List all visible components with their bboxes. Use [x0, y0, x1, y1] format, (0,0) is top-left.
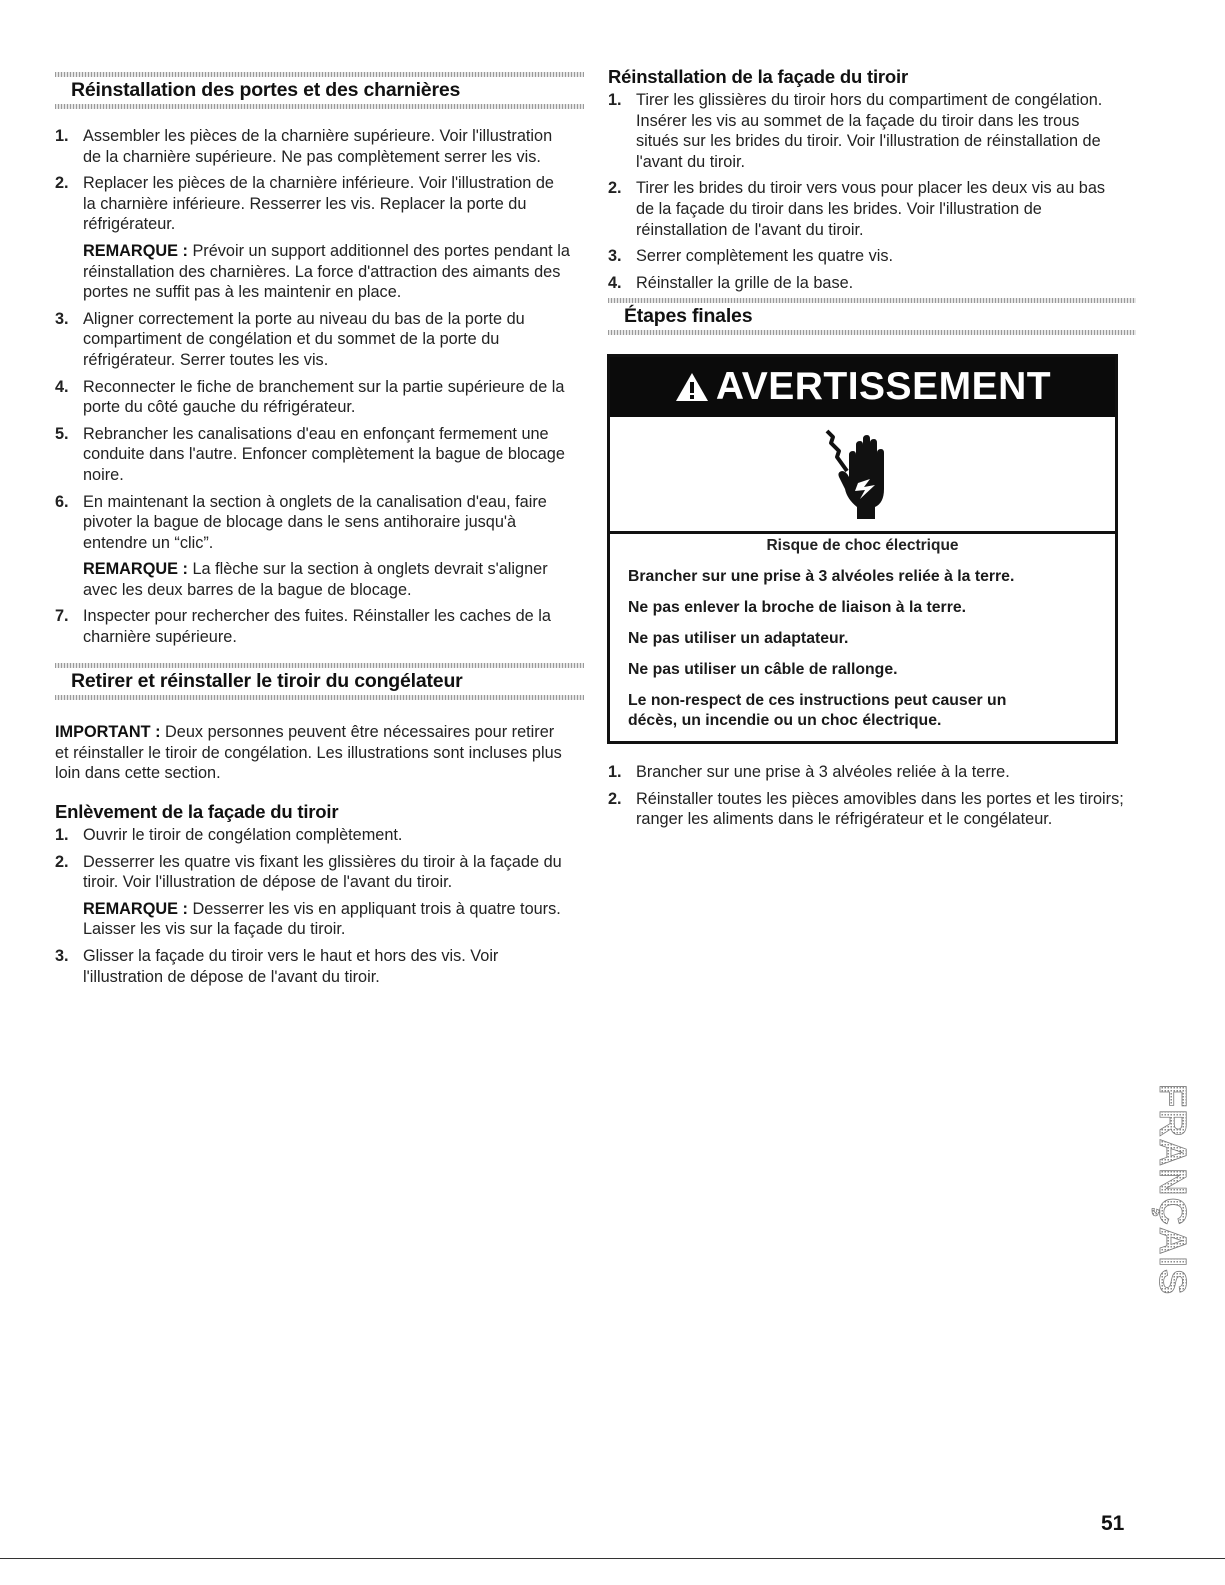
step-note — [83, 241, 571, 303]
step-number: 1. — [55, 127, 69, 145]
step-text: Assembler les pièces de la charnière supérieure. Voir l'illustration de la charnière supérieure. Ne pas complètement serrer les vis. — [83, 127, 553, 166]
important-paragraph — [55, 722, 567, 784]
step-number: 1. — [608, 91, 622, 109]
step-text: Desserrer les quatre vis fixant les glissières du tiroir à la façade du tiroir. Voir l'illustration de dépose de l'avant du tiroir. — [83, 852, 562, 892]
note-text: Prévoir un support additionnel des portes pendant la réinstallation des charnières. La force d'attraction des aimants des portes ne suffit pas à les maintenir en place. — [83, 241, 570, 302]
important-label: IMPORTANT : — [55, 723, 161, 741]
subheading-drawer-front-removal: Enlèvement de la façade du tiroir — [55, 801, 339, 822]
list-item — [55, 309, 571, 371]
warning-line: Ne pas enlever la broche de liaison à la terre. — [628, 599, 967, 616]
list-item — [55, 946, 571, 987]
section-heading-freezer-drawer — [55, 663, 584, 700]
warning-line: Ne pas utiliser un câble de rallonge. — [628, 661, 898, 678]
step-note — [83, 559, 571, 600]
section-heading-text: Étapes finales — [624, 305, 753, 327]
list-item — [55, 173, 571, 303]
list-item — [55, 852, 571, 940]
note-label: REMARQUE : — [83, 560, 188, 579]
warning-line: Brancher sur une prise à 3 alvéoles reliée à la terre. — [628, 568, 1015, 585]
subheading-drawer-front-reinstall: Réinstallation de la façade du tiroir — [608, 66, 908, 87]
section-heading-text: Retirer et réinstaller le tiroir du congélateur — [71, 670, 463, 692]
electric-shock-hand-icon — [823, 427, 903, 521]
list-item — [608, 90, 1124, 172]
language-tab-graphic — [1150, 1084, 1195, 1344]
list-item — [55, 377, 571, 418]
step-text: Reconnecter le fiche de branchement sur la partie supérieure de la porte du côté gauche du réfrigérateur. — [83, 377, 565, 417]
reinstall-doors-steps — [55, 126, 571, 654]
step-number: 7. — [55, 607, 69, 626]
step-text: Ouvrir le tiroir de congélation complètement. — [83, 826, 403, 844]
list-item — [608, 178, 1124, 240]
bottom-rule — [0, 1558, 1225, 1559]
note-text: La flèche sur la section à onglets devrait s'aligner avec les deux barres de la bague de blocage. — [83, 560, 548, 599]
step-number: 2. — [608, 179, 622, 198]
step-text: Brancher sur une prise à 3 alvéoles reliée à la terre. — [636, 763, 1010, 781]
step-text: Réinstaller toutes les pièces amovibles dans les portes et les tiroirs; ranger les aliments dans le réfrigérateur et le congélateur. — [636, 789, 1124, 829]
step-text: Aligner correctement la porte au niveau du bas de la porte du compartiment de congélation et du sommet de la porte du réfrigérateur. Serrer toutes les vis. — [83, 309, 525, 369]
warning-text — [610, 537, 1115, 742]
step-number: 1. — [55, 826, 69, 844]
section-heading-final-steps — [608, 298, 1136, 335]
list-item — [608, 273, 1124, 294]
step-number: 4. — [608, 273, 622, 292]
step-number: 2. — [55, 852, 69, 871]
language-side-tab — [1150, 1084, 1195, 1344]
important-text: Deux personnes peuvent être nécessaires pour retirer et réinstaller le tiroir de congélation. Les illustrations sont incluses plus loin dans cette section. — [55, 723, 562, 783]
section-heading-text: Réinstallation des portes et des charnières — [71, 79, 461, 101]
step-text: Tirer les glissières du tiroir hors du compartiment de congélation. Insérer les vis au sommet de la façade du tiroir dans les trous situés sur les brides du tiroir. Voir l'illustration de réinstallation de l'avant du tiroir. — [636, 91, 1103, 171]
step-text: Serrer complètement les quatre vis. — [636, 247, 893, 266]
section-heading-reinstall-doors — [55, 72, 584, 109]
step-text: Replacer les pièces de la charnière inférieure. Voir l'illustration de la charnière inférieure. Resserrer les vis. Replacer la porte du réfrigérateur. — [83, 174, 554, 234]
hazard-label: Risque de choc électrique — [766, 537, 959, 554]
warning-line: Le non-respect de ces instructions peut causer un décès, un incendie ou un choc électrique. — [628, 692, 1007, 729]
step-number: 3. — [55, 946, 69, 965]
warning-box — [607, 354, 1118, 744]
step-number: 2. — [608, 789, 622, 808]
list-item — [608, 789, 1124, 830]
warning-icon-area — [610, 417, 1115, 534]
warning-line: Ne pas utiliser un adaptateur. — [628, 630, 849, 647]
step-number: 2. — [55, 174, 69, 193]
step-note — [83, 899, 571, 940]
step-number: 4. — [55, 377, 69, 396]
list-item — [55, 606, 571, 647]
note-label: REMARQUE : — [83, 899, 188, 918]
step-number: 3. — [55, 309, 69, 328]
step-number: 1. — [608, 763, 622, 781]
list-item — [608, 762, 1124, 783]
warning-banner — [610, 357, 1115, 417]
list-item — [55, 126, 571, 167]
step-text: En maintenant la section à onglets de la canalisation d'eau, faire pivoter la bague de blocage dans le sens antihoraire jusqu'à entendre un “clic”. — [83, 492, 547, 552]
step-text: Inspecter pour rechercher des fuites. Réinstaller les caches de la charnière supérieure. — [83, 607, 551, 647]
drawer-front-reinstall-steps — [608, 90, 1124, 299]
warning-title: AVERTISSEMENT — [715, 365, 1052, 408]
warning-triangle-icon — [674, 371, 710, 403]
list-item — [608, 246, 1124, 267]
list-item — [55, 825, 571, 846]
list-item — [55, 424, 571, 486]
final-steps-list — [608, 762, 1124, 836]
step-text: Réinstaller la grille de la base. — [636, 273, 854, 292]
page-number: 51 — [1101, 1512, 1125, 1535]
step-number: 3. — [608, 247, 622, 266]
drawer-front-removal-steps — [55, 825, 571, 993]
list-item — [55, 492, 571, 601]
step-text: Rebrancher les canalisations d'eau en enfonçant fermement une conduite dans l'autre. Enfoncer complètement la bague de blocage noire. — [83, 424, 565, 484]
note-label: REMARQUE : — [83, 241, 188, 260]
step-text: Tirer les brides du tiroir vers vous pour placer les deux vis au bas de la façade du tiroir dans les brides. Voir l'illustration de réinstallation de l'avant du tiroir. — [636, 179, 1106, 239]
note-text: Desserrer les vis en appliquant trois à quatre tours. Laisser les vis sur la façade du tiroir. — [83, 899, 561, 939]
step-number: 6. — [55, 492, 69, 511]
language-tab-text: FRANÇAIS — [1151, 1084, 1193, 1297]
step-text: Glisser la façade du tiroir vers le haut et hors des vis. Voir l'illustration de dépose de l'avant du tiroir. — [83, 946, 499, 986]
step-number: 5. — [55, 424, 69, 443]
